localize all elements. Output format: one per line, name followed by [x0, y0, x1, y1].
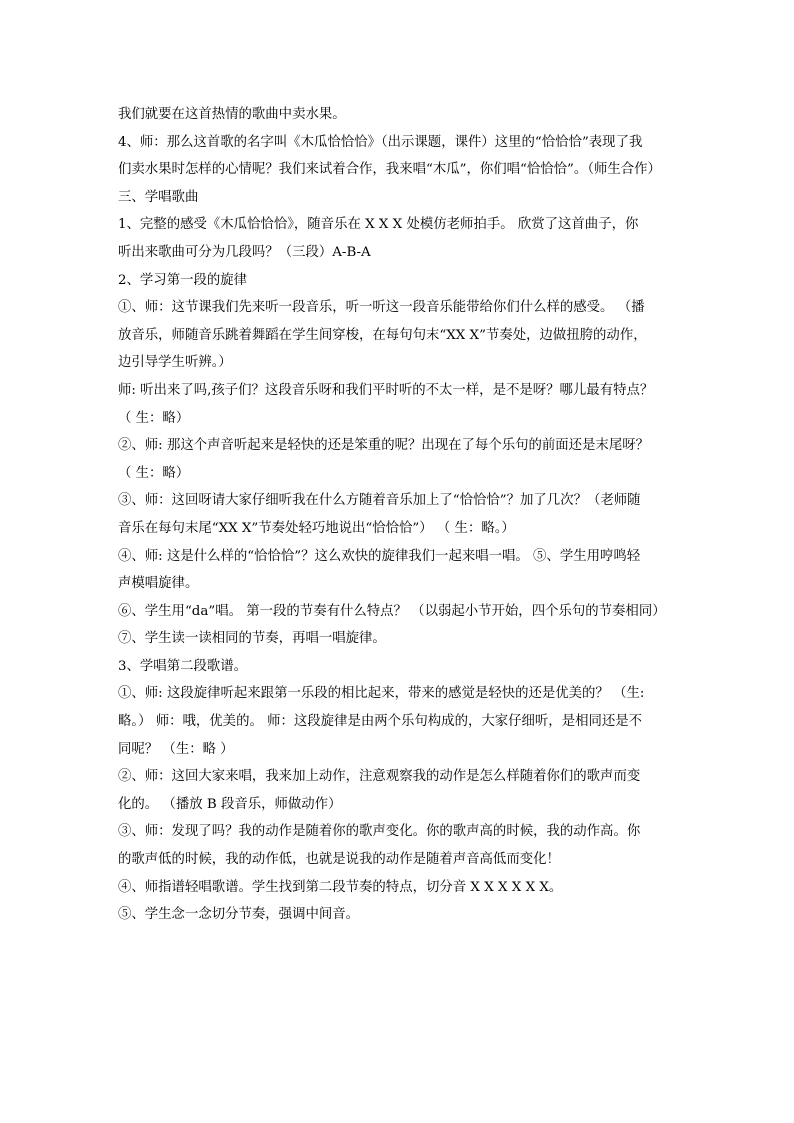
text-line: ①、师：这节课我们先来听一段音乐，听一听这一段音乐能带给你们什么样的感受。 （播 [118, 300, 645, 316]
text-line: （ 生：略） [118, 410, 190, 426]
text-line: 1、完整的感受《木瓜恰恰恰》，随音乐在 X X X 处模仿老师拍手。 欣赏了这首曲子，你 [118, 217, 639, 233]
text-line: 放音乐，师随音乐跳着舞蹈在学生间穿梭，在每句句末“XX X”节奏处，边做扭胯的动作， [118, 327, 647, 343]
text-line: （ 生：略） [118, 465, 190, 481]
subsection-heading: 3、学唱第二段歌谱。 [118, 658, 248, 674]
section-heading: 三、学唱歌曲 [118, 189, 199, 205]
text-line: 同呢？ （生：略 ） [118, 741, 234, 757]
text-line: 4、师：那么这首歌的名字叫《木瓜恰恰恰》（出示课题，课件）这里的“恰恰恰”表现了我 [118, 134, 643, 150]
text-line: 们卖水果时怎样的心情呢？我们来试着合作，我来唱“木瓜”，你们唱“恰恰恰”。（师生合作） [118, 162, 661, 178]
text-line: 声模唱旋律。 [118, 576, 199, 592]
text-line: 听出来歌曲可分为几段吗？（三段）A-B-A [118, 244, 371, 260]
text-line: ②、师：这回大家来唱，我来加上动作，注意观察我的动作是怎么样随着你们的歌声而变 [118, 769, 641, 785]
text-line: 化的。 （播放 B 段音乐，师做动作） [118, 796, 342, 812]
text-line: 师: 听出来了吗,孩子们？这段音乐呀和我们平时听的不太一样，是不是呀？哪儿最有特点？ [118, 382, 654, 398]
text-line: 我们就要在这首热情的歌曲中卖水果。 [118, 107, 346, 122]
text-line: ③、师：这回呀请大家仔细听我在什么方随着音乐加上了“恰恰恰”？加了几次？（老师随 [118, 493, 641, 509]
text-line: 的歌声低的时候，我的动作低，也就是说我的动作是随着声音高低而变化！ [118, 852, 560, 868]
text-line: ⑥、学生用“da”唱。 第一段的节奏有什么特点？ （以弱起小节开始，四个乐句的节奏相同） [118, 603, 666, 619]
text-line: ⑦、学生读一读相同的节奏，再唱一唱旋律。 [118, 631, 386, 647]
text-line: 音乐在每句末尾“XX X”节奏处轻巧地说出“恰恰恰”） （ 生：略。） [118, 520, 515, 536]
text-line: ②、师: 那这个声音听起来是轻快的还是笨重的呢？出现在了每个乐句的前面还是末尾呀？ [118, 438, 649, 454]
subsection-heading: 2、学习第一段的旋律 [118, 272, 248, 288]
text-line: 略。） 师：哦，优美的。 师：这段旋律是由两个乐句构成的，大家仔细听，是相同还是不 [118, 714, 643, 730]
text-line: 边引导学生听辨。） [118, 355, 232, 371]
text-line: ④、师指谱轻唱歌谱。学生找到第二段节奏的特点，切分音 X X X X X X。 [118, 879, 563, 895]
text-line: ⑤、学生念一念切分节奏，强调中间音。 [118, 907, 360, 923]
text-line: ④、师: 这是什么样的“恰恰恰”？这么欢快的旋律我们一起来唱一唱。 ⑤、学生用哼鸣轻 [118, 548, 641, 564]
text-line: ③、师：发现了吗？我的动作是随着你的歌声变化。你的歌声高的时候，我的动作高。你 [118, 824, 641, 840]
text-line: ①、师: 这段旋律听起来跟第一乐段的相比起来，带来的感觉是轻快的还是优美的？ （生: [118, 686, 645, 702]
document-body [118, 101, 676, 929]
